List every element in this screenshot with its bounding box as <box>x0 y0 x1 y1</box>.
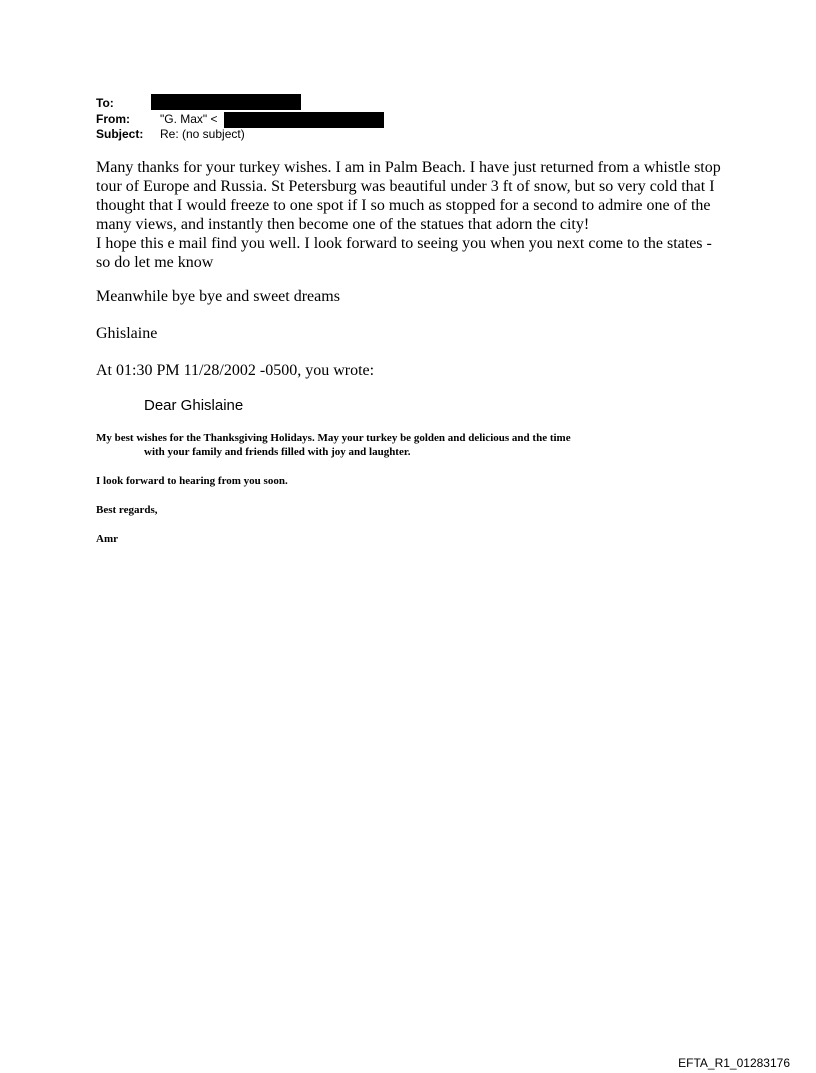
to-label: To: <box>96 96 114 110</box>
quoted-line-3: I look forward to hearing from you soon. <box>96 475 288 487</box>
redaction-block-to <box>151 94 301 110</box>
body-line: so do let me know <box>96 254 214 271</box>
body-line: thought that I would freeze to one spot if I so much as stopped for a second to admire one of the <box>96 197 711 214</box>
body-line: many views, and instantly then become one of the statues that adorn the city! <box>96 216 590 233</box>
quoted-closing: Best regards, <box>96 504 158 516</box>
reply-signature: Ghislaine <box>96 325 158 342</box>
reply-paragraph-1 <box>96 158 736 272</box>
body-line: I hope this e mail find you well. I look forward to seeing you when you next come to the states - <box>96 235 712 252</box>
document-id: EFTA_R1_01283176 <box>678 1056 790 1070</box>
quote-intro: At 01:30 PM 11/28/2002 -0500, you wrote: <box>96 362 375 379</box>
quoted-greeting: Dear Ghislaine <box>144 397 244 414</box>
subject-value: Re: (no subject) <box>160 127 245 141</box>
reply-paragraph-2: Meanwhile bye bye and sweet dreams <box>96 288 340 305</box>
body-line: Many thanks for your turkey wishes. I am in Palm Beach. I have just returned from a whistle stop <box>96 159 721 176</box>
quoted-line-1: My best wishes for the Thanksgiving Holidays. May your turkey be golden and delicious and the time <box>96 432 571 444</box>
quoted-line-2: with your family and friends filled with joy and laughter. <box>144 446 411 458</box>
from-label: From: <box>96 112 130 126</box>
redaction-block-from <box>224 112 384 128</box>
subject-label: Subject: <box>96 127 144 141</box>
body-line: tour of Europe and Russia. St Petersburg was beautiful under 3 ft of snow, but so very cold that I <box>96 178 715 195</box>
from-value: "G. Max" < <box>160 112 218 126</box>
quoted-sender: Amr <box>96 533 118 545</box>
